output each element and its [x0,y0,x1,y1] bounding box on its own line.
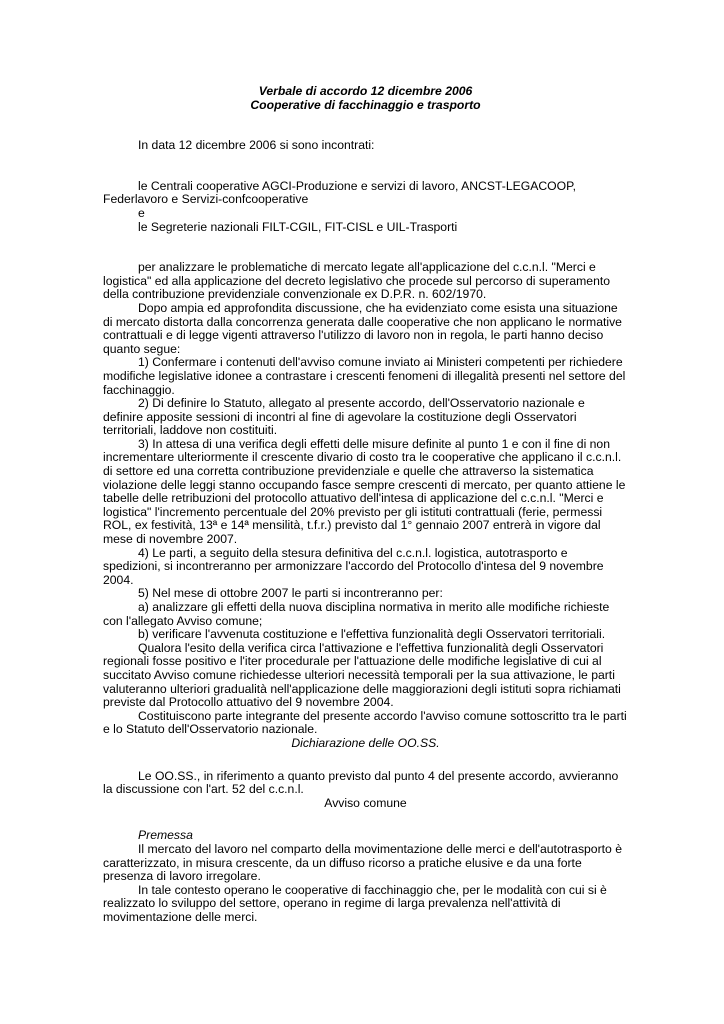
paragraph-costituiscono: Costituiscono parte integrante del presente accordo l'avviso comune sottoscritto tra le parti e lo Statuto dell'Osservatorio nazionale. [103,708,627,737]
party-cooperatives: le Centrali cooperative AGCI-Produzione e servizi di lavoro, ANCST-LEGACOOP, Federlavoro e Servizi-confcooperative [103,178,577,207]
paragraph-purpose: per analizzare le problematiche di mercato legate all'applicazione del c.c.n.l. "Merci e logistica" ed alla applicazione del decreto legislativo che procede sul percorso di superamento della contribuzione previdenziale convenzionale ex D.P.R. n. 602/1970. [103,260,611,302]
paragraph-dichiarazione: Le OO.SS., in riferimento a quanto previsto dal punto 4 del presente accordo, avvieranno la discussione con l'art. 52 del c.c.n.l. [103,768,619,797]
point-1: 1) Confermare i contenuti dell'avviso comune inviato ai Ministeri competenti per richiedere modifiche legislative idonee a contrastare i crescenti fenomeni di illegalità presenti nel settore del facchinaggio. [103,355,626,397]
document-title: Verbale di accordo 12 dicembre 2006 [258,84,473,98]
point-5b: b) verificare l'avvenuta costituzione e l'effettiva funzionalità degli Osservatori territoriali. [138,627,606,642]
point-2: 2) Di definire lo Statuto, allegato al presente accordo, dell'Osservatorio nazionale e definire apposite sessioni di incontri al fine di agevolare la costituzione degli Osservatori territoriali, laddove non costituiti. [103,396,585,438]
paragraph-qualora: Qualora l'esito della verifica circa l'attivazione e l'effettiva funzionalità degli Osservatori regionali fosse positivo e l'iter procedurale per l'attuazione delle modifiche legislative di cui al succitato Avviso comune richiedesse ulteriori necessità temporali per la sua attivazione, le parti valuteranno ulteriori gradualità nell'applicazione delle maggiorazioni degli istituti sopra richiamati previste dal Protocollo attuativo del 9 novembre 2004. [103,640,621,710]
heading-premessa: Premessa [138,828,193,843]
point-5: 5) Nel mese di ottobre 2007 le parti si incontreranno per: [138,586,443,601]
point-3: 3) In attesa di una verifica degli effetti delle misure definite al punto 1 e con il fine di non incrementare ulteriormente il crescente divario di costo tra le cooperative che applicano il c.c.n.l. di settore ed una corretta contribuzione previdenziale e quelle che attraverso la sistematica violazione delle leggi stanno occupando fasce sempre crescenti di mercato, per quanto attiene le tabelle delle retribuzioni del protocollo attuativo dell'intesa di applicazione del c.c.n.l. "Merci e logistica" l'incremento percentuale del 20% previsto per gli istituti contrattuali (ferie, permessi ROL, ex festività, 13ª e 14ª mensilità, t.f.r.) previsto dal 1° gennaio 2007 entrerà in vigore dal mese di novembre 2007. [103,436,626,547]
paragraph-mercato: Il mercato del lavoro nel comparto della movimentazione delle merci e dell'autotrasporto è caratterizzato, in misura crescente, da un diffuso ricorso a pratiche elusive e da una forte presenza di lavoro irregolare. [103,841,622,884]
party-unions: le Segreterie nazionali FILT-CGIL, FIT-CISL e UIL-Trasporti [138,219,458,234]
point-4: 4) Le parti, a seguito della stesura definitiva del c.c.n.l. logistica, autotrasporto e spedizioni, si incontreranno per armonizzare l'accordo del Protocollo d'intesa del 9 novembre 2004. [103,545,604,587]
paragraph-discussion: Dopo ampia ed approfondita discussione, che ha evidenziato come esista una situazione di mercato distorta dalla concorrenza generata dalle cooperative che non applicano le normative contrattuali e di legge vigenti attraverso l'utilizzo di lavoro non in regola, le parti hanno deciso quanto segue: [103,300,622,356]
point-5a: a) analizzare gli effetti della nuova disciplina normativa in merito alle modifiche richieste con l'allegato Avviso comune; [103,600,610,628]
document-body [103,85,628,924]
paragraph-contesto: In tale contesto operano le cooperative di facchinaggio che, per le modalità con cui si è realizzato lo sviluppo del settore, operano in regime di larga prevalenza nell'attività di movimentazione delle merci. [103,882,607,924]
party-conjunction: e [138,205,145,220]
heading-dichiarazione: Dichiarazione delle OO.SS. [291,735,440,750]
heading-avviso-comune: Avviso comune [324,795,407,810]
document-subtitle: Cooperative di facchinaggio e trasporto [250,97,481,112]
intro-line: In data 12 dicembre 2006 si sono incontrati: [138,138,375,153]
